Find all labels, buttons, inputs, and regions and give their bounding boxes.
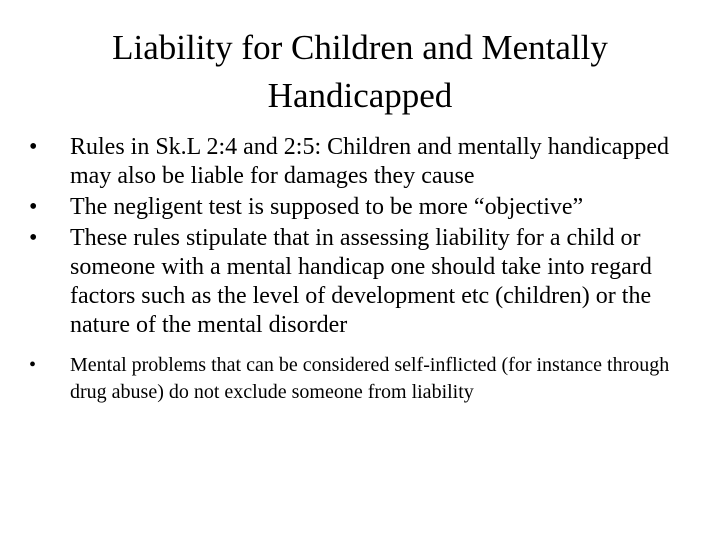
bullet-text: These rules stipulate that in assessing liability for a child or someone with a mental handicap one should take into regard factors such as the level of development etc (children) or the nature of the mental disorder: [70, 225, 652, 338]
bullet-text: Rules in Sk.L 2:4 and 2:5: Children and mentally handicapped may also be liable for damages they cause: [70, 134, 670, 189]
bullet-item: [0, 193, 720, 222]
bullet-list: [0, 133, 720, 406]
bullet-dot-icon: •: [29, 134, 38, 160]
bullet-text: The negligent test is supposed to be more “objective”: [70, 194, 584, 220]
slide-title: Liability for Children and Mentally Handicapped: [112, 28, 608, 115]
bullet-dot-icon: •: [29, 194, 38, 220]
bullet-text: Mental problems that can be considered self-inflicted (for instance through drug abuse) do not exclude someone from liability: [70, 354, 670, 403]
bullet-item: [0, 224, 720, 340]
bullet-dot-icon: •: [29, 225, 38, 251]
bullet-dot-icon: •: [29, 354, 37, 376]
bullet-item: [0, 352, 720, 406]
bullet-item: [0, 133, 720, 191]
